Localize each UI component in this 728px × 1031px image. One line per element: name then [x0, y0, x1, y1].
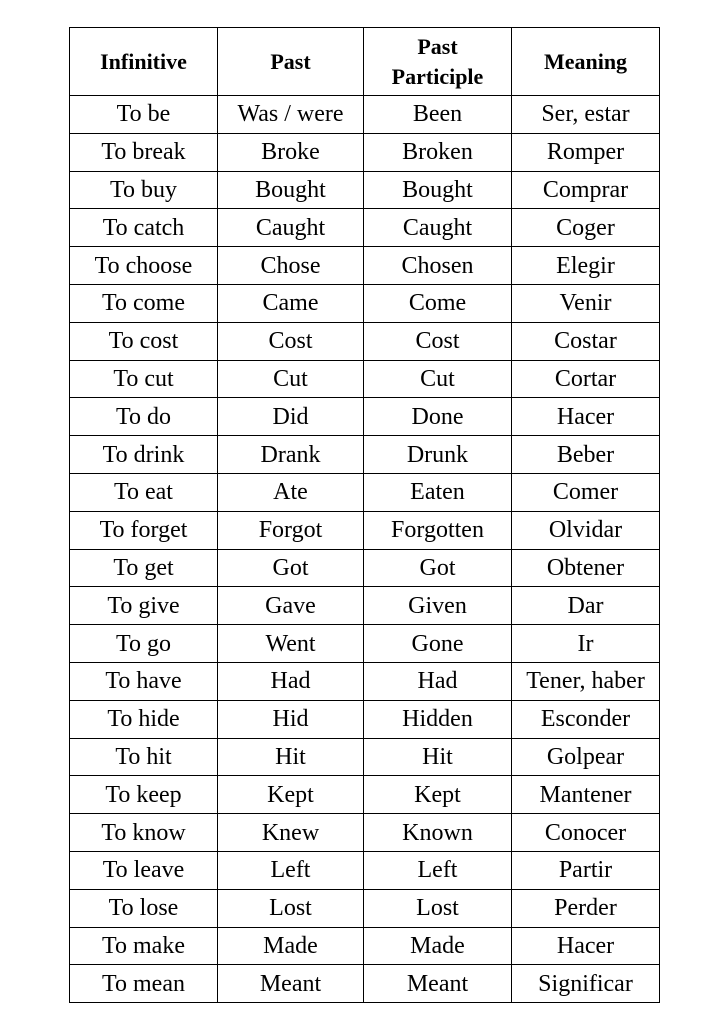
- table-row: [70, 738, 660, 776]
- infinitive-cell: To cost: [70, 322, 218, 360]
- past-participle-cell: Meant: [364, 965, 512, 1003]
- past-cell: Broke: [218, 133, 364, 171]
- infinitive-cell: To lose: [70, 889, 218, 927]
- past-participle-cell: Known: [364, 814, 512, 852]
- past-cell: Went: [218, 625, 364, 663]
- past-participle-cell: Left: [364, 851, 512, 889]
- meaning-cell: Perder: [512, 889, 660, 927]
- meaning-cell: Ser, estar: [512, 96, 660, 134]
- meaning-cell: Dar: [512, 587, 660, 625]
- header-row: [70, 28, 660, 96]
- meaning-cell: Obtener: [512, 549, 660, 587]
- header-past-participle: [364, 28, 512, 96]
- past-cell: Meant: [218, 965, 364, 1003]
- infinitive-cell: To forget: [70, 511, 218, 549]
- past-cell: Kept: [218, 776, 364, 814]
- past-participle-cell: Made: [364, 927, 512, 965]
- meaning-cell: Tener, haber: [512, 662, 660, 700]
- infinitive-cell: To have: [70, 662, 218, 700]
- infinitive-cell: To mean: [70, 965, 218, 1003]
- meaning-cell: Significar: [512, 965, 660, 1003]
- table-row: [70, 814, 660, 852]
- past-participle-cell: Lost: [364, 889, 512, 927]
- table-row: [70, 398, 660, 436]
- infinitive-cell: To keep: [70, 776, 218, 814]
- meaning-cell: Golpear: [512, 738, 660, 776]
- past-participle-cell: Given: [364, 587, 512, 625]
- infinitive-cell: To break: [70, 133, 218, 171]
- past-participle-cell: Drunk: [364, 436, 512, 474]
- infinitive-cell: To cut: [70, 360, 218, 398]
- table-row: [70, 587, 660, 625]
- past-cell: Drank: [218, 436, 364, 474]
- meaning-cell: Costar: [512, 322, 660, 360]
- meaning-cell: Venir: [512, 284, 660, 322]
- table-row: [70, 284, 660, 322]
- meaning-cell: Mantener: [512, 776, 660, 814]
- past-cell: Caught: [218, 209, 364, 247]
- infinitive-cell: To come: [70, 284, 218, 322]
- table-row: [70, 965, 660, 1003]
- table-row: [70, 133, 660, 171]
- past-cell: Lost: [218, 889, 364, 927]
- past-cell: Chose: [218, 247, 364, 285]
- table-header: [70, 28, 660, 96]
- meaning-cell: Coger: [512, 209, 660, 247]
- meaning-cell: Conocer: [512, 814, 660, 852]
- infinitive-cell: To leave: [70, 851, 218, 889]
- past-participle-cell: Chosen: [364, 247, 512, 285]
- past-cell: Hit: [218, 738, 364, 776]
- infinitive-cell: To get: [70, 549, 218, 587]
- past-participle-cell: Cost: [364, 322, 512, 360]
- table-row: [70, 700, 660, 738]
- past-cell: Forgot: [218, 511, 364, 549]
- table-row: [70, 776, 660, 814]
- infinitive-cell: To buy: [70, 171, 218, 209]
- table-body: [70, 96, 660, 1003]
- meaning-cell: Cortar: [512, 360, 660, 398]
- infinitive-cell: To know: [70, 814, 218, 852]
- past-participle-cell: Caught: [364, 209, 512, 247]
- meaning-cell: Beber: [512, 436, 660, 474]
- header-infinitive: Infinitive: [70, 28, 218, 96]
- past-participle-cell: Had: [364, 662, 512, 700]
- past-participle-cell: Forgotten: [364, 511, 512, 549]
- past-cell: Cut: [218, 360, 364, 398]
- table-row: [70, 360, 660, 398]
- header-past: Past: [218, 28, 364, 96]
- infinitive-cell: To do: [70, 398, 218, 436]
- meaning-cell: Comprar: [512, 171, 660, 209]
- past-participle-cell: Hidden: [364, 700, 512, 738]
- infinitive-cell: To make: [70, 927, 218, 965]
- table-row: [70, 511, 660, 549]
- table-row: [70, 927, 660, 965]
- infinitive-cell: To give: [70, 587, 218, 625]
- infinitive-cell: To hit: [70, 738, 218, 776]
- header-meaning: Meaning: [512, 28, 660, 96]
- past-participle-cell: Come: [364, 284, 512, 322]
- past-participle-cell: Been: [364, 96, 512, 134]
- past-participle-cell: Got: [364, 549, 512, 587]
- irregular-verbs-table: [69, 27, 660, 1003]
- past-cell: Got: [218, 549, 364, 587]
- table-row: [70, 473, 660, 511]
- past-cell: Made: [218, 927, 364, 965]
- header-past-participle-line2: Participle: [391, 63, 484, 89]
- infinitive-cell: To catch: [70, 209, 218, 247]
- infinitive-cell: To drink: [70, 436, 218, 474]
- past-cell: Bought: [218, 171, 364, 209]
- meaning-cell: Hacer: [512, 927, 660, 965]
- past-cell: Did: [218, 398, 364, 436]
- infinitive-cell: To hide: [70, 700, 218, 738]
- table-row: [70, 436, 660, 474]
- past-cell: Ate: [218, 473, 364, 511]
- meaning-cell: Elegir: [512, 247, 660, 285]
- past-cell: Came: [218, 284, 364, 322]
- past-cell: Left: [218, 851, 364, 889]
- meaning-cell: Ir: [512, 625, 660, 663]
- infinitive-cell: To choose: [70, 247, 218, 285]
- meaning-cell: Hacer: [512, 398, 660, 436]
- past-participle-cell: Cut: [364, 360, 512, 398]
- past-participle-cell: Gone: [364, 625, 512, 663]
- past-cell: Was / were: [218, 96, 364, 134]
- infinitive-cell: To eat: [70, 473, 218, 511]
- past-cell: Had: [218, 662, 364, 700]
- table-row: [70, 889, 660, 927]
- table-row: [70, 247, 660, 285]
- past-cell: Cost: [218, 322, 364, 360]
- meaning-cell: Comer: [512, 473, 660, 511]
- meaning-cell: Partir: [512, 851, 660, 889]
- past-cell: Hid: [218, 700, 364, 738]
- infinitive-cell: To be: [70, 96, 218, 134]
- past-participle-cell: Hit: [364, 738, 512, 776]
- table-row: [70, 322, 660, 360]
- table-row: [70, 662, 660, 700]
- table-row: [70, 625, 660, 663]
- past-participle-cell: Done: [364, 398, 512, 436]
- past-participle-cell: Broken: [364, 133, 512, 171]
- infinitive-cell: To go: [70, 625, 218, 663]
- table-row: [70, 851, 660, 889]
- header-past-participle-line1: Past: [417, 33, 458, 59]
- meaning-cell: Esconder: [512, 700, 660, 738]
- past-cell: Knew: [218, 814, 364, 852]
- past-participle-cell: Kept: [364, 776, 512, 814]
- meaning-cell: Olvidar: [512, 511, 660, 549]
- past-participle-cell: Eaten: [364, 473, 512, 511]
- table-row: [70, 96, 660, 134]
- table-row: [70, 549, 660, 587]
- table-row: [70, 171, 660, 209]
- table-row: [70, 209, 660, 247]
- past-participle-cell: Bought: [364, 171, 512, 209]
- meaning-cell: Romper: [512, 133, 660, 171]
- past-cell: Gave: [218, 587, 364, 625]
